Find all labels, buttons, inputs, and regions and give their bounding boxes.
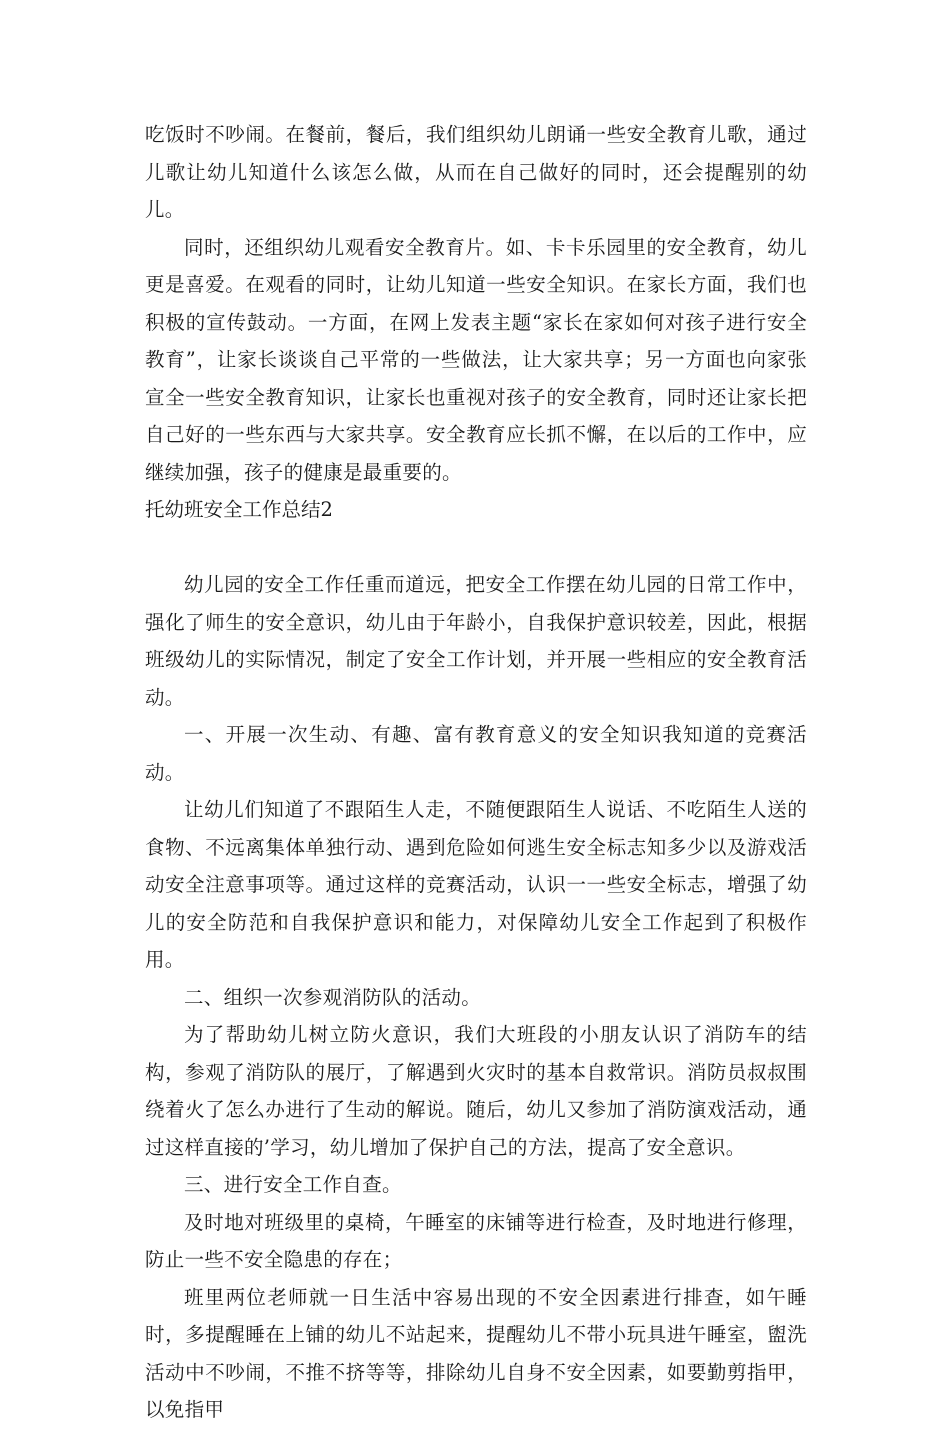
paragraph-safety-films: 同时，还组织幼儿观看安全教育片。如、卡卡乐园里的安全教育，幼儿更是喜爱。在观看的同时，让幼儿知道一些安全知识。在家长方面，我们也积极的宣传鼓动。一方面，在网上发表主题“家长在家如何对孩子进行安全教育”，让家长谈谈自己平常的一些做法，让大家共享；另一方面也向家张宣全一些安全教育知识，让家长也重视对孩子的安全教育，同时还让家长把自己好的一些东西与大家共享。安全教育应长抓不懈，在以后的工作中，应继续加强，孩子的健康是最重要的。 bbox=[145, 235, 807, 484]
blank-line bbox=[145, 529, 807, 567]
document-body bbox=[145, 116, 807, 1429]
paragraph-item-3-body-a: 及时地对班级里的桌椅，午睡室的床铺等进行检查，及时地进行修理，防止一些不安全隐患的存在； bbox=[145, 1210, 807, 1271]
paragraph-item-2-heading: 二、组织一次参观消防队的活动。 bbox=[184, 985, 482, 1009]
paragraph-item-3-body-b: 班里两位老师就一日生活中容易出现的不安全因素进行排查，如午睡时，多提醒睡在上铺的幼儿不站起来，提醒幼儿不带小玩具进午睡室，盥洗活动中不吵闹，不推不挤等等，排除幼儿自身不安全因素，如要勤剪指甲，以免指甲 bbox=[145, 1285, 807, 1421]
paragraph-item-1-body: 让幼儿们知道了不跟陌生人走，不随便跟陌生人说话、不吃陌生人送的食物、不远离集体单独行动、遇到危险如何逃生安全标志知多少以及游戏活动安全注意事项等。通过这样的竞赛活动，认识一一些安全标志，增强了幼儿的安全防范和自我保护意识和能力，对保障幼儿安全工作起到了积极作用。 bbox=[145, 798, 807, 971]
paragraph-item-1-heading: 一、开展一次生动、有趣、富有教育意义的安全知识我知道的竞赛活动。 bbox=[145, 723, 807, 784]
paragraph-intro: 幼儿园的安全工作任重而道远，把安全工作摆在幼儿园的日常工作中，强化了师生的安全意识，幼儿由于年龄小，自我保护意识较差，因此，根据班级幼儿的实际情况，制定了安全工作计划，并开展一些相应的安全教育活动。 bbox=[145, 573, 807, 709]
section-title: 托幼班安全工作总结2 bbox=[145, 498, 333, 521]
paragraph-continuation: 吃饭时不吵闹。在餐前，餐后，我们组织幼儿朗诵一些安全教育儿歌，通过儿歌让幼儿知道什么该怎么做，从而在自己做好的同时，还会提醒别的幼儿。 bbox=[145, 123, 807, 221]
paragraph-item-3-heading: 三、进行安全工作自查。 bbox=[184, 1173, 402, 1196]
paragraph-item-2-body: 为了帮助幼儿树立防火意识，我们大班段的小朋友认识了消防车的结构，参观了消防队的展厅，了解遇到火灾时的基本自救常识。消防员叔叔围绕着火了怎么办进行了生动的解说。随后，幼儿又参加了消防演戏活动，通过这样直接的’学习，幼儿增加了保护自己的方法，提高了安全意识。 bbox=[145, 1023, 807, 1159]
